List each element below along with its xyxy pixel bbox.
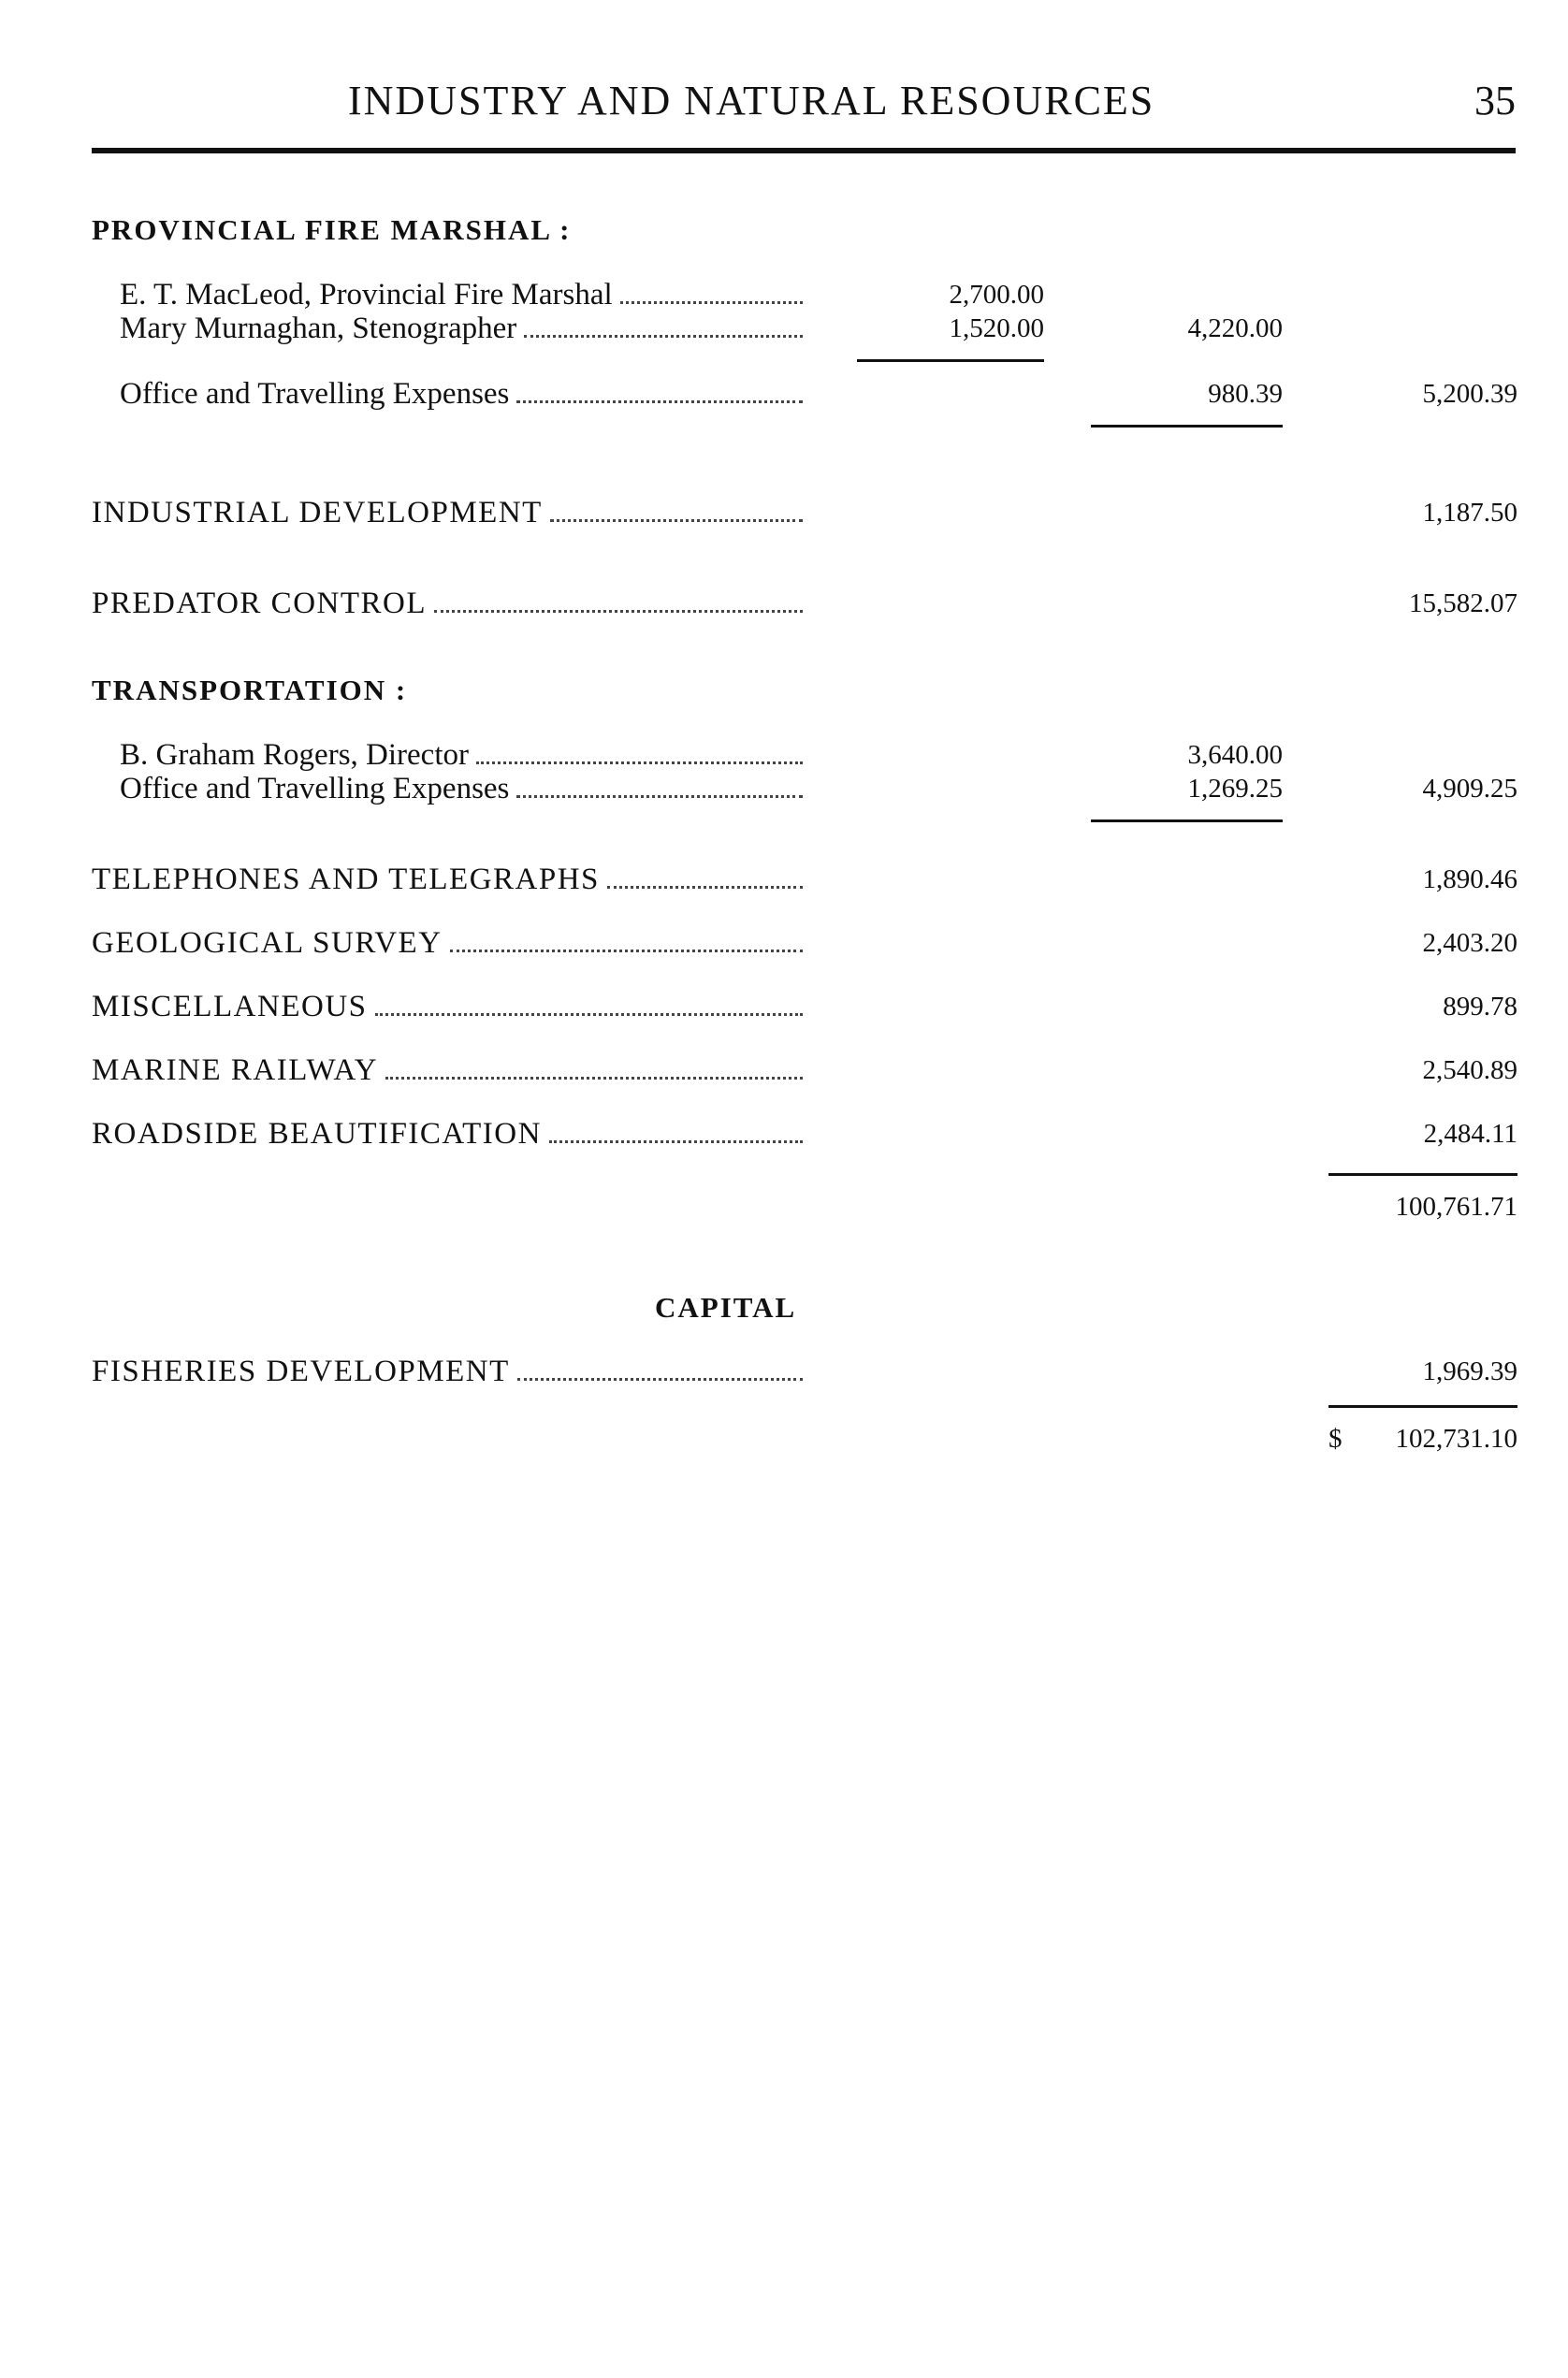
amount-col3: 899.78 xyxy=(1443,992,1517,1022)
predator-control-row xyxy=(0,585,1568,622)
row-label: PREDATOR CONTROL xyxy=(92,585,803,622)
subtotal-row xyxy=(0,1188,1568,1225)
item-row-telephones xyxy=(0,861,1568,898)
fisheries-development-row xyxy=(0,1353,1568,1390)
transportation-row-2 xyxy=(0,770,1568,807)
amount-col3: 1,187.50 xyxy=(1422,498,1517,528)
amount-col3: 2,484.11 xyxy=(1423,1119,1517,1149)
amount-col3: 1,890.46 xyxy=(1422,864,1517,894)
total-rule xyxy=(1328,1405,1517,1408)
amount-col2: 4,220.00 xyxy=(1187,313,1283,343)
amount-col2: 3,640.00 xyxy=(1187,740,1283,770)
amount-col2: 980.39 xyxy=(1208,379,1283,409)
page-header-title: INDUSTRY AND NATURAL RESOURCES xyxy=(348,78,1155,123)
subtotal-amount: 100,761.71 xyxy=(1395,1192,1517,1222)
industrial-development-row xyxy=(0,494,1568,531)
row-label: E. T. MacLeod, Provincial Fire Marshal xyxy=(120,276,803,313)
grand-total-amount: 102,731.10 xyxy=(1395,1424,1517,1454)
amount-col1: 2,700.00 xyxy=(949,280,1044,310)
item-row-miscellaneous xyxy=(0,988,1568,1025)
row-label: B. Graham Rogers, Director xyxy=(120,736,803,774)
section-title-transportation: TRANSPORTATION : xyxy=(92,674,408,706)
amount-col2: 1,269.25 xyxy=(1187,774,1283,804)
amount-col3: 15,582.07 xyxy=(1409,588,1517,618)
subtotal-rule xyxy=(1091,819,1283,822)
currency-symbol: $ xyxy=(1328,1424,1343,1454)
grand-total-row xyxy=(0,1420,1568,1457)
item-row-roadside-beautification xyxy=(0,1115,1568,1153)
item-row-marine-railway xyxy=(0,1051,1568,1089)
amount-col3: 2,540.89 xyxy=(1422,1055,1517,1085)
row-label: Office and Travelling Expenses xyxy=(120,770,803,807)
transportation-row-1 xyxy=(0,736,1568,774)
amount-col1: 1,520.00 xyxy=(949,313,1044,343)
section-title-fire-marshal: PROVINCIAL FIRE MARSHAL : xyxy=(92,213,572,246)
row-label: MISCELLANEOUS xyxy=(92,988,803,1025)
fire-marshal-expenses-row xyxy=(0,375,1568,413)
row-label: Office and Travelling Expenses xyxy=(120,375,803,413)
amount-col3: 1,969.39 xyxy=(1422,1356,1517,1386)
subtotal-rule xyxy=(857,359,1044,362)
row-label: INDUSTRIAL DEVELOPMENT xyxy=(92,494,803,531)
item-row-geological-survey xyxy=(0,924,1568,962)
amount-col3: 5,200.39 xyxy=(1422,379,1517,409)
subtotal-rule xyxy=(1328,1173,1517,1176)
row-label: ROADSIDE BEAUTIFICATION xyxy=(92,1115,803,1153)
fire-marshal-row-1 xyxy=(0,276,1568,313)
fire-marshal-row-2 xyxy=(0,310,1568,347)
subtotal-rule xyxy=(1091,425,1283,428)
page-number: 35 xyxy=(1474,78,1516,123)
row-label: Mary Murnaghan, Stenographer xyxy=(120,310,803,347)
row-label: FISHERIES DEVELOPMENT xyxy=(92,1353,803,1390)
header-rule xyxy=(92,148,1516,153)
row-label: TELEPHONES AND TELEGRAPHS xyxy=(92,861,803,898)
row-label: MARINE RAILWAY xyxy=(92,1051,803,1089)
row-label: GEOLOGICAL SURVEY xyxy=(92,924,803,962)
amount-col3: 4,909.25 xyxy=(1422,774,1517,804)
amount-col3: 2,403.20 xyxy=(1422,928,1517,958)
section-title-capital: CAPITAL xyxy=(655,1291,797,1324)
